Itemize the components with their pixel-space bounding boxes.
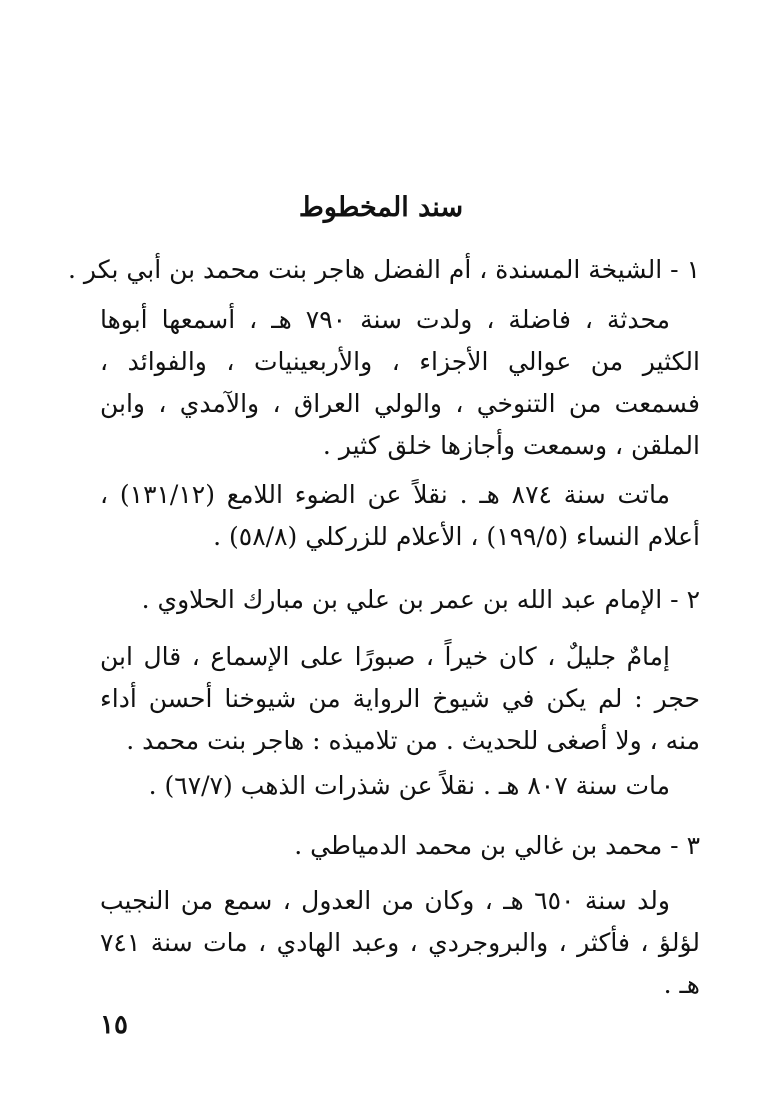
entry-2-death-sources: مات سنة ٨٠٧ هـ . نقلاً عن شذرات الذهب (٦٧/٧) . (148, 771, 670, 800)
entry-title-2: ٢ - الإمام عبد الله بن عمر بن علي بن مبارك الحلاوي . (141, 585, 700, 614)
entry-title-3: ٣ - محمد بن غالي بن محمد الدمياطي . (294, 831, 700, 860)
entry-1-death-sources: ماتت سنة ٨٧٤ هـ . نقلاً عن الضوء اللامع (١٣١/١٢) ، أعلام النساء (١٩٩/٥) ، الأعلام للزركلي (٥٨/٨) . (100, 480, 700, 551)
entry-1-biography: محدثة ، فاضلة ، ولدت سنة ٧٩٠ هـ ، أسمعها أبوها الكثير من عوالي الأجزاء ، والأربعينيات ، والفوائد ، فسمعت من التنوخي ، والولي العراق ، والآمدي ، وابن الملقن ، وسمعت وأجازها خلق كثير . (100, 305, 700, 460)
page-number: ١٥ (100, 1010, 128, 1040)
section-heading: سند المخطوط (298, 192, 464, 223)
entry-title-1: ١ - الشيخة المسندة ، أم الفضل هاجر بنت محمد بن أبي بكر . (68, 255, 700, 284)
entry-2-biography: إمامٌ جليلٌ ، كان خيراً ، صبورًا على الإسماع ، قال ابن حجر : لم يكن في شيوخ الرواية من شيوخنا أحسن أداء منه ، ولا أصغى للحديث . من تلاميذه : هاجر بنت محمد . (100, 642, 700, 755)
entry-3-biography: ولد سنة ٦٥٠ هـ ، وكان من العدول ، سمع من النجيب لؤلؤ ، فأكثر ، والبروجردي ، وعبد الهادي ، مات سنة ٧٤١ هـ . (100, 886, 700, 999)
